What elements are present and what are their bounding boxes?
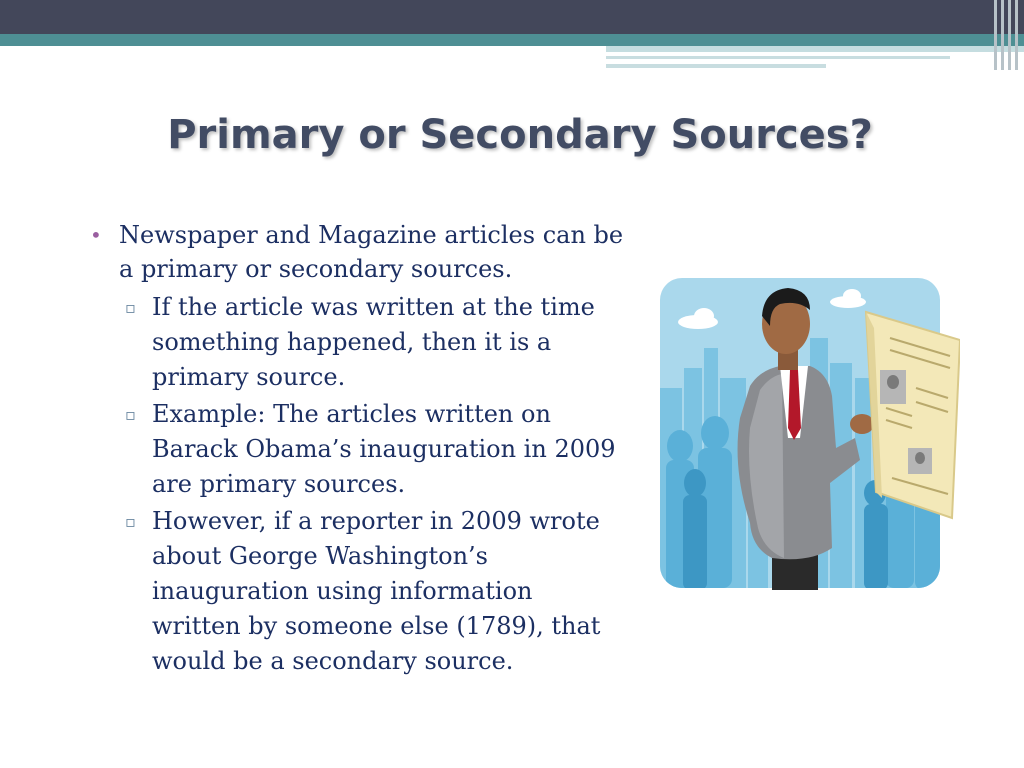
header-band-teal xyxy=(0,34,1024,46)
bullet-item: • Newspaper and Magazine articles can be a primary or secondary sources. xyxy=(88,218,628,286)
newspaper-reader-illustration xyxy=(660,278,960,590)
slide-title: Primary or Secondary Sources? xyxy=(167,112,873,158)
header-band-pale xyxy=(606,46,1024,52)
sub-bullet-item: ▫ If the article was written at the time something happened, then it is a primary source. xyxy=(88,290,628,395)
header-band-dark xyxy=(0,0,1024,34)
header-right-stripes xyxy=(990,0,1024,70)
header-line-2 xyxy=(606,64,826,68)
sub-bullet-item: ▫ Example: The articles written on Barack Obama’s inauguration in 2009 are primary sources. xyxy=(88,397,628,502)
slide-body xyxy=(88,218,628,681)
header-line-1 xyxy=(606,56,950,59)
sub-bullet-item: ▫ However, if a reporter in 2009 wrote about George Washington’s inauguration using information written by someone else (1789), that would be a secondary source. xyxy=(88,504,628,679)
